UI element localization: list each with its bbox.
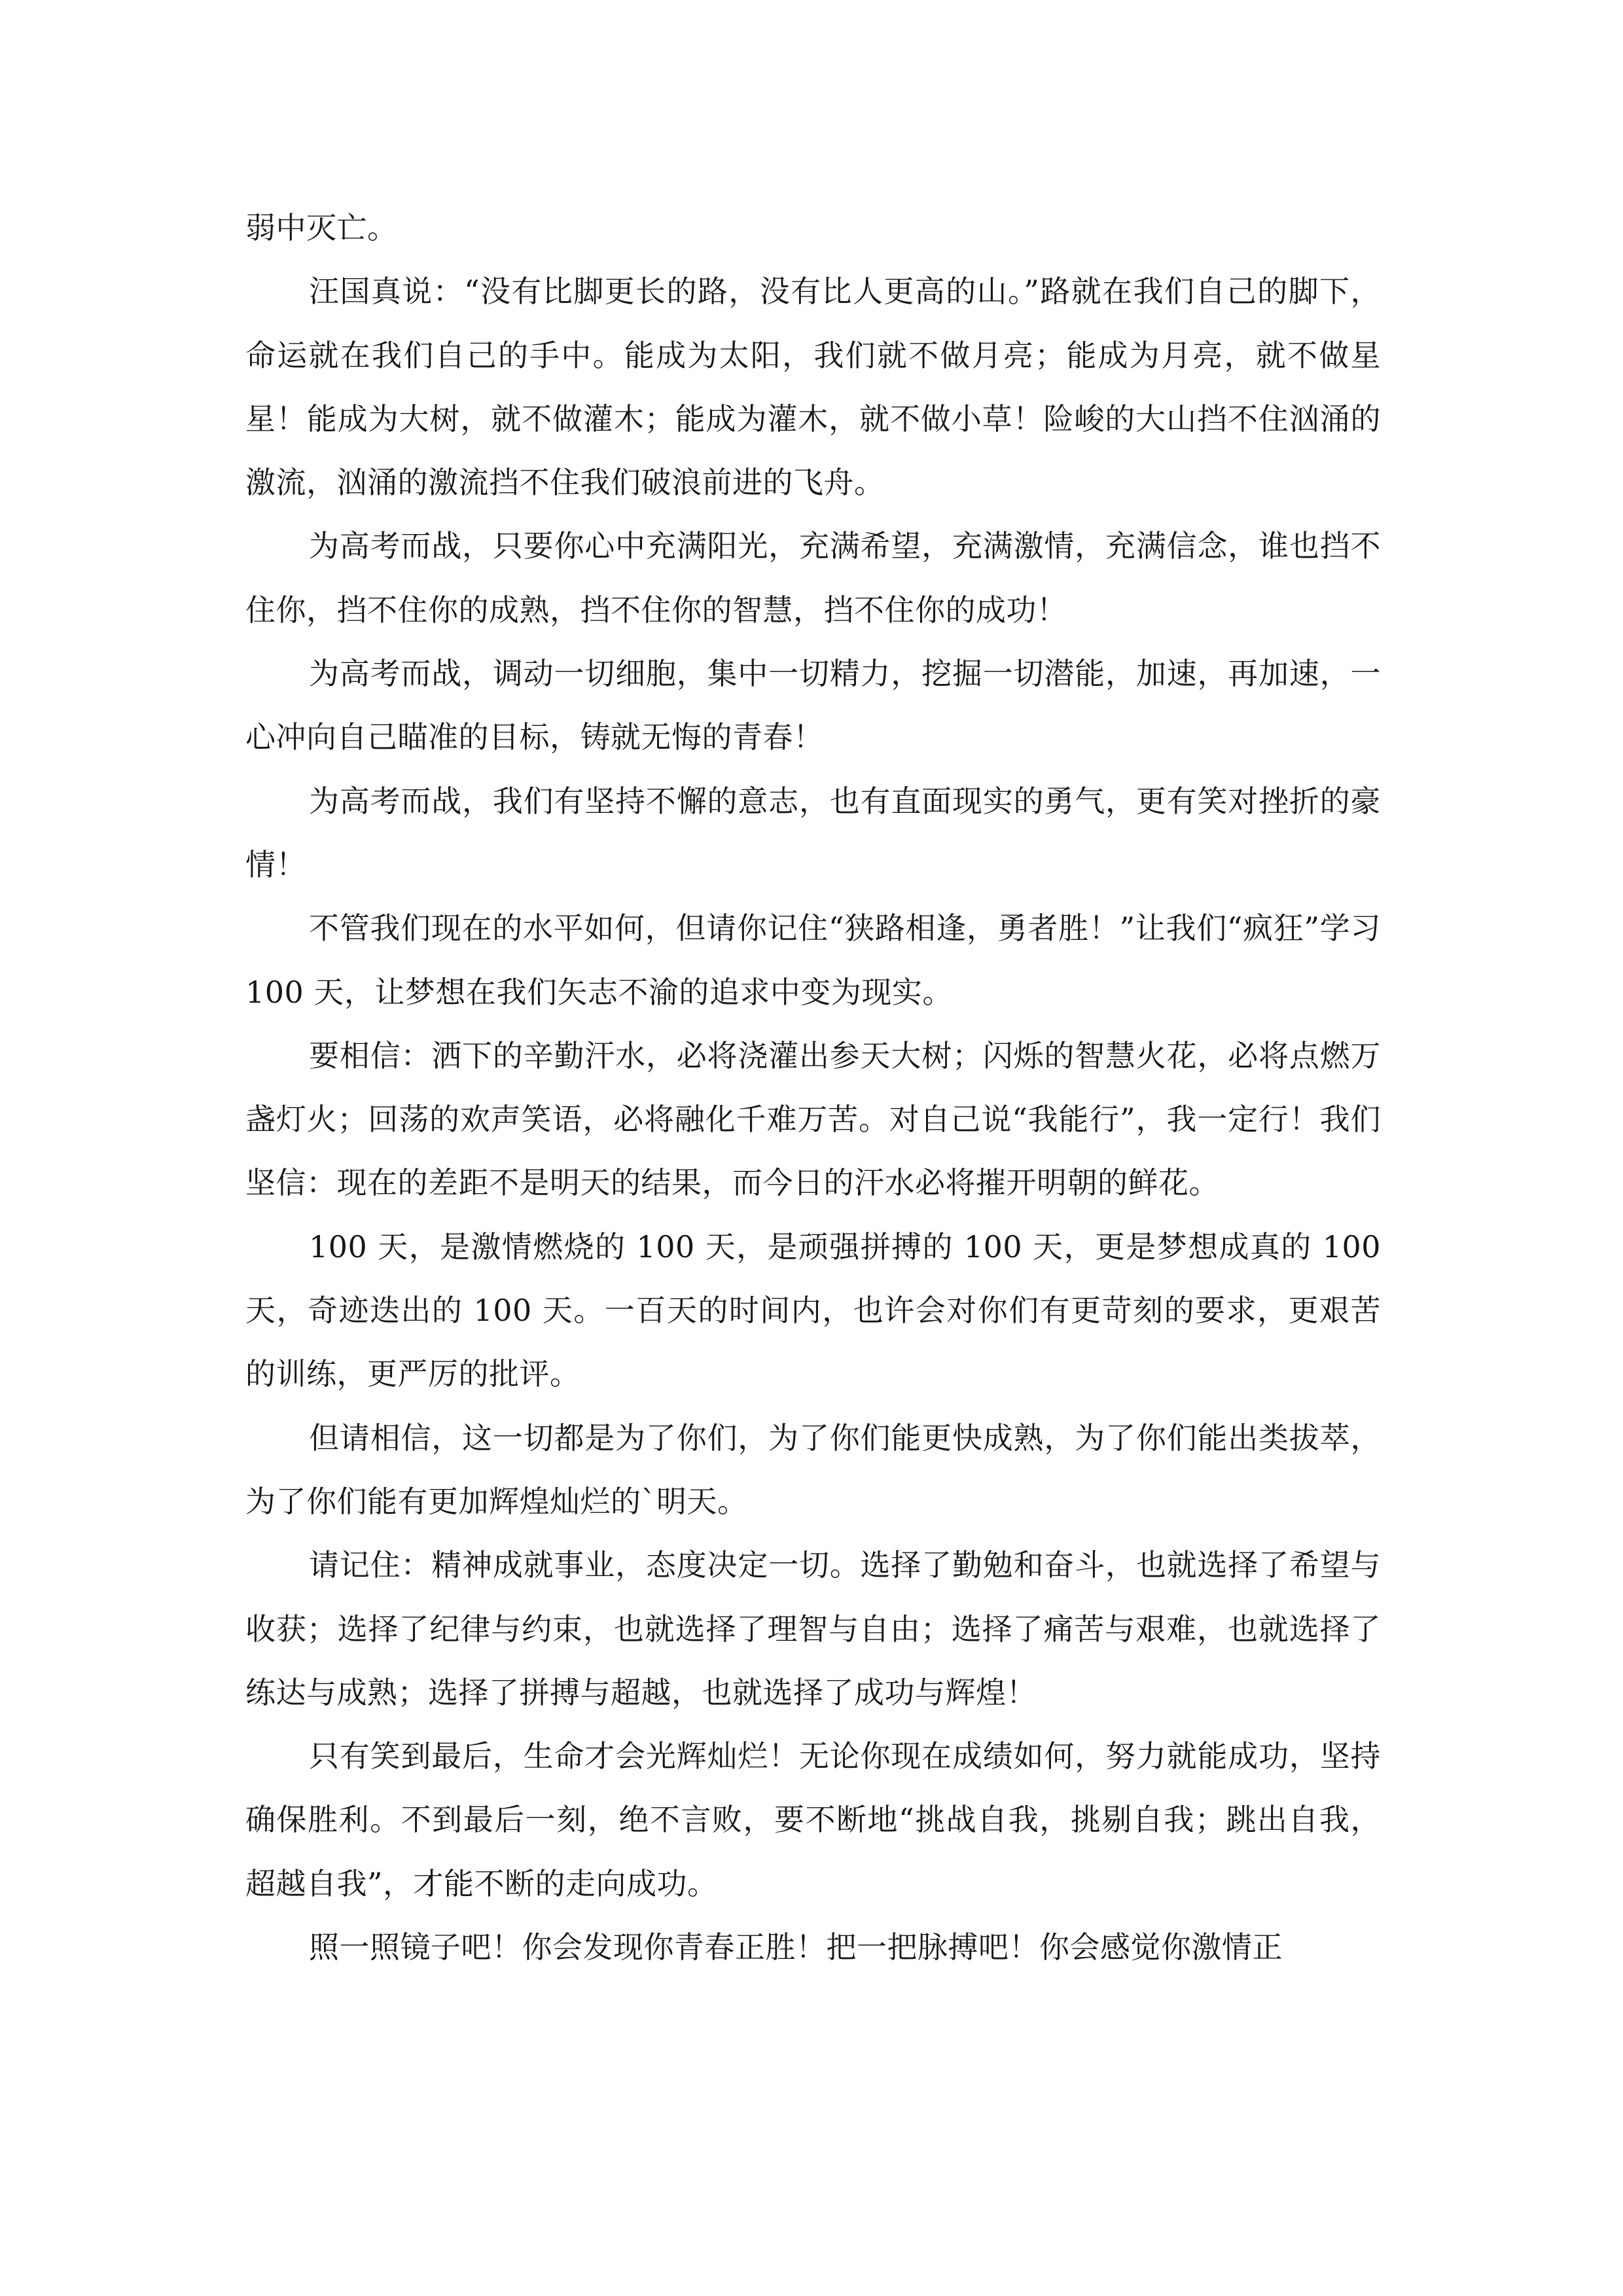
paragraph-continuation: 弱中灭亡。 bbox=[245, 210, 398, 245]
paragraph-for-you: 但请相信，这一切都是为了你们，为了你们能更快成熟，为了你们能出类拔萃，为了你们能有更加辉煌灿烂的`明天。 bbox=[245, 1420, 1381, 1519]
paragraph-laugh-last: 只有笑到最后，生命才会光辉灿烂！无论你现在成绩如何，努力就能成功，坚持确保胜利。不到最后一刻，绝不言败，要不断地“挑战自我，挑剔自我；跳出自我，超越自我”，才能不断的走向成功。 bbox=[245, 1738, 1381, 1901]
paragraph-fight-sunshine: 为高考而战，只要你心中充满阳光，充满希望，充满激情，充满信念，谁也挡不住你，挡不住你的成熟，挡不住你的智慧，挡不住你的成功！ bbox=[245, 528, 1381, 628]
document-body bbox=[245, 196, 1381, 1979]
paragraph-fight-will: 为高考而战，我们有坚持不懈的意志，也有直面现实的勇气，更有笑对挫折的豪情！ bbox=[245, 783, 1381, 882]
paragraph-narrow-road: 不管我们现在的水平如何，但请你记住“狭路相逢，勇者胜！”让我们“疯狂”学习 100 天，让梦想在我们矢志不渝的追求中变为现实。 bbox=[245, 910, 1381, 1010]
paragraph-mirror: 照一照镜子吧！你会发现你青春正胜！把一把脉搏吧！你会感觉你激情正 bbox=[309, 1929, 1283, 1965]
paragraph-remember: 请记住：精神成就事业，态度决定一切。选择了勤勉和奋斗，也就选择了希望与收获；选择了纪律与约束，也就选择了理智与自由；选择了痛苦与艰难，也就选择了练达与成熟；选择了拼搏与超越，也就选择了成功与辉煌！ bbox=[245, 1547, 1381, 1710]
paragraph-believe: 要相信：洒下的辛勤汗水，必将浇灌出参天大树；闪烁的智慧火花，必将点燃万盏灯火；回荡的欢声笑语，必将融化千难万苦。对自己说“我能行”，我一定行！我们坚信：现在的差距不是明天的结果，而今日的汗水必将摧开明朝的鲜花。 bbox=[245, 1037, 1381, 1201]
paragraph-100-days: 100 天，是激情燃烧的 100 天，是顽强拼搏的 100 天，更是梦想成真的 100 天，奇迹迭出的 100 天。一百天的时间内，也许会对你们有更苛刻的要求，更艰苦的训练，更严厉的批评。 bbox=[245, 1229, 1381, 1392]
paragraph-fight-potential: 为高考而战，调动一切细胞，集中一切精力，挖掘一切潜能，加速，再加速，一心冲向自己瞄准的目标，铸就无悔的青春！ bbox=[245, 656, 1381, 755]
paragraph-wang-guozhen-quote: 汪国真说：“没有比脚更长的路，没有比人更高的山。”路就在我们自己的脚下，命运就在我们自己的手中。能成为太阳，我们就不做月亮；能成为月亮，就不做星星！能成为大树，就不做灌木；能成为灌木，就不做小草！险峻的大山挡不住汹涌的激流，汹涌的激流挡不住我们破浪前进的飞舟。 bbox=[245, 274, 1381, 501]
